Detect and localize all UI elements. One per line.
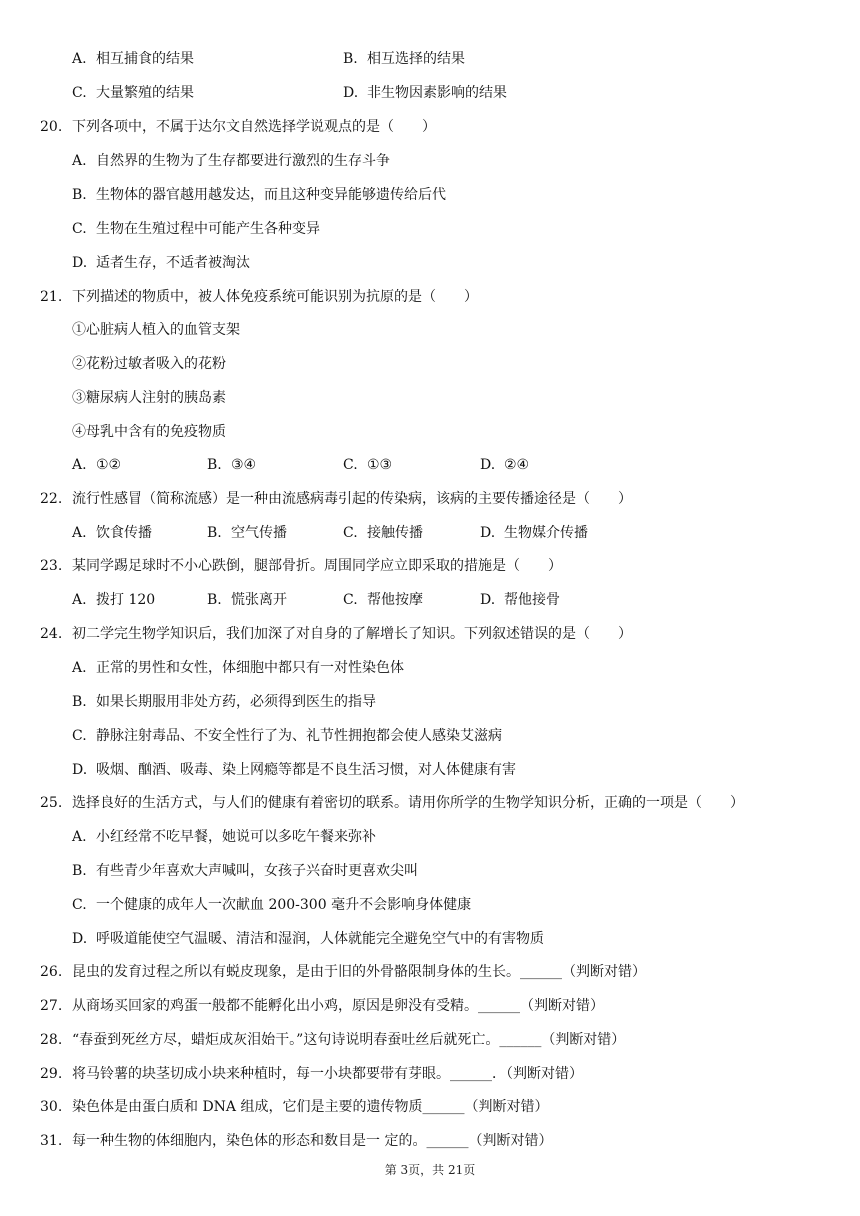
option-24-d <box>72 761 516 779</box>
option-text: 吸烟、酗酒、吸毒、染上网瘾等都是不良生活习惯，对人体健康有害 <box>96 762 516 778</box>
question-number: 30. <box>40 1099 63 1115</box>
option-text: 一个健康的成年人一次献血 200-300 毫升不会影响身体健康 <box>96 897 472 913</box>
option-text: 空气传播 <box>231 525 287 541</box>
option-22-b <box>207 524 287 542</box>
option-letter: D. <box>72 255 88 271</box>
option-19-d <box>343 84 507 102</box>
option-letter: A. <box>72 457 87 473</box>
option-25-d <box>72 930 544 948</box>
option-19-b <box>343 50 465 68</box>
option-text: 相互捕食的结果 <box>96 51 194 67</box>
option-21-a <box>72 456 121 474</box>
option-letter: B. <box>72 187 87 203</box>
option-letter: D. <box>343 85 359 101</box>
question-stem: 下列描述的物质中，被人体免疫系统可能识别为抗原的是（ ） <box>72 289 478 305</box>
option-text: 相互选择的结果 <box>367 51 465 67</box>
option-25-b <box>72 862 418 880</box>
question-stem: 从商场买回家的鸡蛋一般都不能孵化出小鸡，原因是卵没有受精。______（判断对错） <box>72 998 604 1014</box>
option-text: 呼吸道能使空气温暖、清洁和湿润，人体就能完全避免空气中的有害物质 <box>96 931 544 947</box>
option-text: ①③ <box>367 457 393 473</box>
question-stem: 选择良好的生活方式，与人们的健康有着密切的联系。请用你所学的生物学知识分析，正确的一项是（ ） <box>72 795 744 811</box>
option-letter: A. <box>72 592 87 608</box>
option-text: 生物在生殖过程中可能产生各种变异 <box>96 221 320 237</box>
option-letter: A. <box>72 153 87 169</box>
question-number: 22. <box>40 491 63 507</box>
option-25-a <box>72 828 376 846</box>
option-letter: D. <box>480 525 496 541</box>
option-letter: C. <box>72 85 87 101</box>
option-letter: C. <box>343 457 358 473</box>
option-23-c <box>343 591 423 609</box>
option-text: 拨打 120 <box>96 592 156 608</box>
statement-item: ①心脏病人植入的血管支架 <box>72 322 240 338</box>
question-number: 28. <box>40 1032 63 1048</box>
option-text: 帮他按摩 <box>367 592 423 608</box>
option-text: 接触传播 <box>367 525 423 541</box>
option-text: 饮食传播 <box>96 525 152 541</box>
option-letter: D. <box>72 762 88 778</box>
question-number: 21. <box>40 289 63 305</box>
option-letter: C. <box>72 221 87 237</box>
option-text: ①② <box>96 457 122 473</box>
option-letter: A. <box>72 51 87 67</box>
option-text: ③④ <box>231 457 257 473</box>
option-text: 自然界的生物为了生存都要进行激烈的生存斗争 <box>96 153 390 169</box>
question-stem: 将马铃薯的块茎切成小块来种植时，每一小块都要带有芽眼。______．（判断对错） <box>72 1066 583 1082</box>
option-23-d <box>480 591 560 609</box>
option-letter: D. <box>72 931 88 947</box>
statement-item: ②花粉过敏者吸入的花粉 <box>72 356 226 372</box>
question-stem: 下列各项中，不属于达尔文自然选择学说观点的是（ ） <box>72 119 436 135</box>
question-stem: 染色体是由蛋白质和 DNA 组成，它们是主要的遗传物质______（判断对错） <box>72 1099 549 1115</box>
question-stem: 某同学踢足球时不小心跌倒，腿部骨折。周围同学应立即采取的措施是（ ） <box>72 558 562 574</box>
question-stem: 昆虫的发育过程之所以有蜕皮现象，是由于旧的外骨骼限制身体的生长。______（判断对错） <box>72 964 646 980</box>
option-20-c <box>72 220 320 238</box>
question-stem: 流行性感冒（简称流感）是一种由流感病毒引起的传染病，该病的主要传播途径是（ ） <box>72 491 632 507</box>
question-number: 29. <box>40 1066 63 1082</box>
option-text: 如果长期服用非处方药，必须得到医生的指导 <box>96 694 376 710</box>
option-text: 生物体的器官越用越发达，而且这种变异能够遗传给后代 <box>96 187 446 203</box>
option-22-d <box>480 524 588 542</box>
option-text: 静脉注射毒品、不安全性行了为、礼节性拥抱都会使人感染艾滋病 <box>96 728 502 744</box>
page-footer: 第 3页，共 21页 <box>384 1163 476 1177</box>
option-letter: C. <box>343 525 358 541</box>
option-text: 正常的男性和女性，体细胞中都只有一对性染色体 <box>96 660 404 676</box>
question-number: 26. <box>40 964 63 980</box>
option-25-c <box>72 896 471 914</box>
option-22-c <box>343 524 423 542</box>
option-20-a <box>72 152 390 170</box>
option-letter: B. <box>207 457 222 473</box>
option-24-b <box>72 693 376 711</box>
option-letter: B. <box>72 694 87 710</box>
option-letter: A. <box>72 660 87 676</box>
option-23-a <box>72 591 155 609</box>
option-letter: B. <box>207 592 222 608</box>
statement-item: ④母乳中含有的免疫物质 <box>72 424 226 440</box>
option-20-d <box>72 254 250 272</box>
question-stem: “春蚕到死丝方尽，蜡炬成灰泪始干。”这句诗说明春蚕吐丝后就死亡。______（判断对错） <box>72 1032 626 1048</box>
question-stem: 初二学完生物学知识后，我们加深了对自身的了解增长了知识。下列叙述错误的是（ ） <box>72 626 632 642</box>
option-21-c <box>343 456 392 474</box>
question-number: 24. <box>40 626 63 642</box>
option-letter: C. <box>72 728 87 744</box>
option-letter: A. <box>72 525 87 541</box>
question-stem: 每一种生物的体细胞内，染色体的形态和数目是一 定的。______（判断对错） <box>72 1133 553 1149</box>
question-number: 31. <box>40 1133 63 1149</box>
option-21-b <box>207 456 256 474</box>
option-letter: B. <box>343 51 358 67</box>
option-text: 大量繁殖的结果 <box>96 85 194 101</box>
option-letter: C. <box>343 592 358 608</box>
question-number: 23. <box>40 558 63 574</box>
statement-item: ③糖尿病人注射的胰岛素 <box>72 390 226 406</box>
question-number: 25. <box>40 795 63 811</box>
option-24-a <box>72 659 404 677</box>
option-text: 慌张离开 <box>231 592 287 608</box>
option-text: 帮他接骨 <box>504 592 560 608</box>
option-letter: D. <box>480 592 496 608</box>
option-letter: A. <box>72 829 87 845</box>
question-number: 27. <box>40 998 63 1014</box>
option-text: ②④ <box>504 457 530 473</box>
option-letter: B. <box>72 863 87 879</box>
option-22-a <box>72 524 152 542</box>
option-letter: B. <box>207 525 222 541</box>
option-text: 非生物因素影响的结果 <box>367 85 507 101</box>
option-letter: C. <box>72 897 87 913</box>
option-21-d <box>480 456 529 474</box>
option-text: 生物媒介传播 <box>504 525 588 541</box>
option-text: 适者生存，不适者被淘汰 <box>96 255 250 271</box>
option-24-c <box>72 727 502 745</box>
option-23-b <box>207 591 287 609</box>
option-letter: D. <box>480 457 496 473</box>
option-text: 小红经常不吃早餐，她说可以多吃午餐来弥补 <box>96 829 376 845</box>
option-20-b <box>72 186 446 204</box>
option-19-c <box>72 84 194 102</box>
question-number: 20. <box>40 119 63 135</box>
option-19-a <box>72 50 194 68</box>
option-text: 有些青少年喜欢大声喊叫，女孩子兴奋时更喜欢尖叫 <box>96 863 418 879</box>
